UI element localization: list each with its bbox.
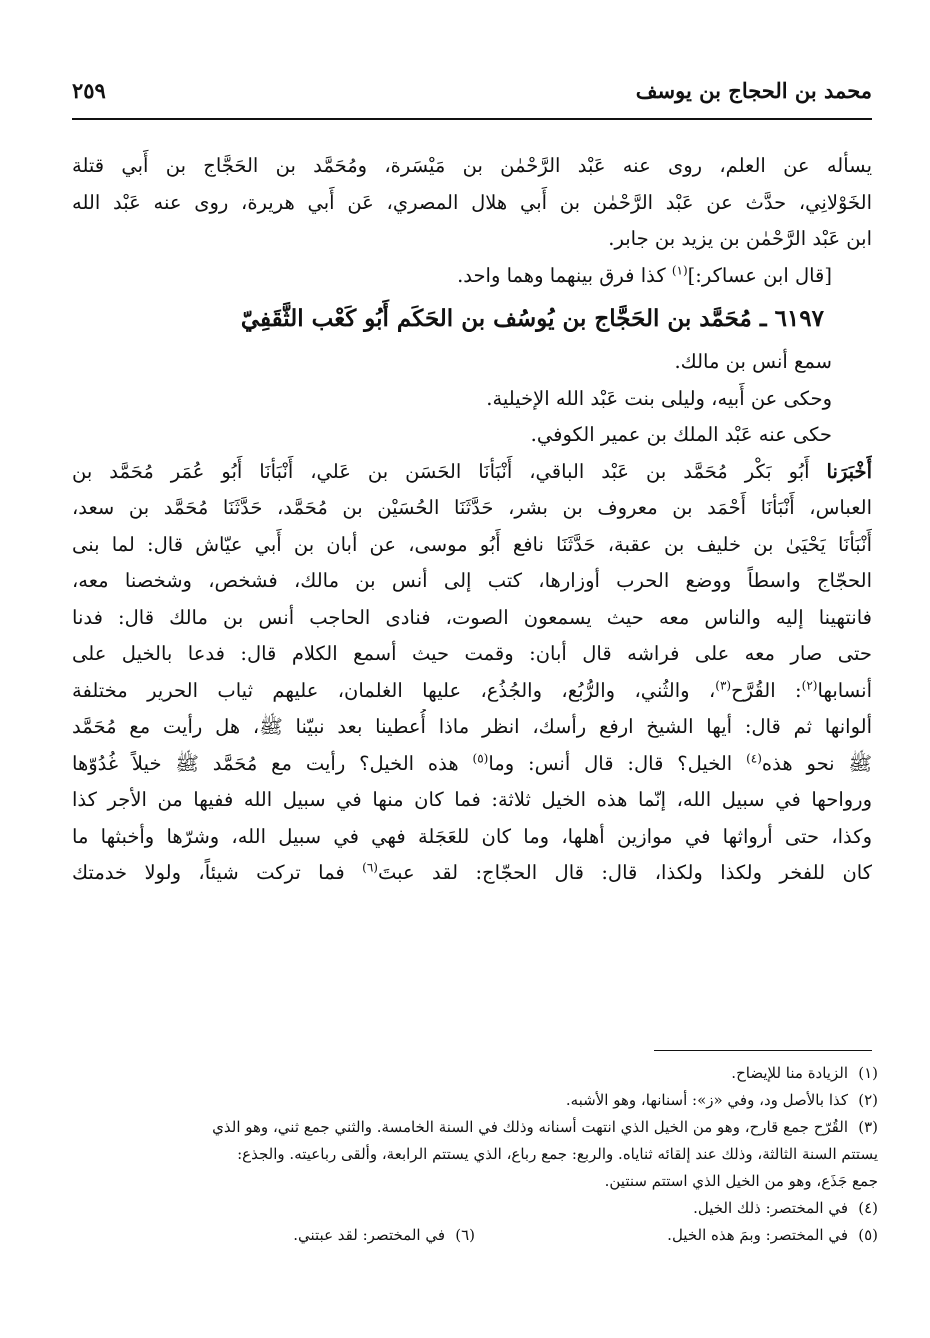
entry-name: مُحَمَّد بن الحَجَّاج بن يُوسُف بن الحَكَم أَبُو كَعْب الثَّقَفِيّ [240, 305, 752, 332]
text-segment: ، والثُني، والرُّبُع، والجُذُع، عليها الغلمان، عليهم ثياب الحرير مختلفة [72, 678, 716, 702]
page-header [72, 70, 872, 114]
footnote [72, 1060, 878, 1087]
footnote [72, 1114, 878, 1141]
footnotes [72, 1060, 878, 1249]
footnote [72, 1222, 475, 1249]
footnote [72, 1087, 878, 1114]
footnote [475, 1222, 878, 1249]
text-line: فانتهينا إليه والناس معه حيث يسمعون الصوت، فنادى الحاجب أنس بن مالك قال: فدنا [72, 605, 872, 629]
footnote-text: القُرّح جمع قارح، وهو من الخيل الذي انتهت أسنانه وذلك في السنة الخامسة. والثني جمع ثني، وهو الذي [212, 1118, 848, 1136]
text-segment: ﷺ نحو هذه [761, 751, 872, 775]
footnote-row [72, 1222, 878, 1249]
footnote-text: كذا بالأصل ود، وفي «ز»: أسنانها، وهو الأشبه. [565, 1091, 848, 1109]
text-line [72, 673, 872, 710]
text-segment: فما تركت شيئاً، ولولا خدمتك [72, 861, 363, 884]
editor-note: [قال ابن عساكر:] [687, 263, 832, 287]
text-line [72, 855, 872, 892]
running-title: محمد بن الحجاج بن يوسف [635, 78, 872, 103]
entry-heading: ٦١٩٧ ـ مُحَمَّد بن الحَجَّاج بن يُوسُف بن الحَكَم أَبُو كَعْب الثَّقَفِيّ [240, 305, 824, 332]
footnote-continuation: جمع جَذَع، وهو من الخيل الذي استتم سنتين. [604, 1172, 878, 1190]
footnote-text: في المختصر: وبمَ هذه الخيل. [667, 1226, 848, 1244]
footnote-ref: (٢) [801, 678, 818, 692]
text-line: سمع أنس بن مالك. [674, 350, 832, 373]
footnote [72, 1195, 878, 1222]
text-line: حتى صار معه على فراشه قال أبان: وقمت حيث أسمع الكلام قال: فدعا بالخيل على [72, 642, 872, 665]
isnad-text: أَبُو بَكْر مُحَمَّد بن عَبْد الباقي، أَنْبَأنَا الحَسَن بن عَلي، أَنْبَأنَا أَبُو عُمَر مُحَمَّد بن [72, 459, 827, 483]
footnote-ref: (١) [671, 263, 688, 277]
footnote-continuation: يستتم السنة الثالثة، وذلك عند إلقائه ثناياه. والربع: جمع رباع، الذي يستتم الرابعة، وألقى رباعيته. والجذع: [237, 1145, 878, 1163]
note-text: كذا فرق بينهما وهما واحد. [457, 263, 672, 287]
text-line: حكى عنه عَبْد الملك بن عمير الكوفي. [530, 423, 832, 446]
text-line: العباس، أَنْبَأنَا أَحْمَد بن معروف بن بشر، حَدَّثَنَا الحُسَيْن بن مُحَمَّد، حَدَّثَنَا مُحَمَّد بن سعد، [72, 496, 872, 519]
text-segment: أنسابها [817, 678, 872, 702]
text-line: أَنْبَأنَا يَحْيَىٰ بن خليف بن عقبة، حَدَّثَنَا نافع أَبُو موسى، عن أبان بن أَبي عيّاش قال: لما بنى [72, 532, 872, 556]
entry-number: ٦١٩٧ [774, 305, 824, 332]
header-rule [72, 118, 872, 120]
footnote-number: (٤) [858, 1199, 878, 1217]
editor-note-line [72, 258, 872, 295]
text-line: الحجّاج واسطاً ووضع الحرب أوزارها، كتب إلى أنس بن مالك، فشخص، وشخصنا معه، [72, 569, 872, 592]
isnad-keyword: أَخْبَرَنا [826, 459, 872, 483]
text-line [72, 746, 872, 783]
text-line: وحكى عن أَبيه، وليلى بنت عَبْد الله الإخيلية. [486, 386, 832, 410]
text-line: وكذا، حتى أرواثها في موازين أهلها، وما كان للعَجَلة فهي في سبيل الله، وشرّها وأخبثها ما [72, 824, 872, 848]
footnote-number: (٣) [858, 1118, 878, 1136]
footnote-number: (٢) [858, 1091, 878, 1109]
isnad-line [72, 454, 872, 491]
text-line: ألوانها ثم قال: أيها الشيخ ارفع رأسك، انظر ماذا أُعطينا بعد نبيّنا ﷺ، هل رأيت مع مُحَمَّد [72, 715, 872, 738]
text-segment: : القُرَّح [731, 678, 802, 702]
footnote-number: (٥) [858, 1226, 878, 1244]
footnote-text: الزيادة منا للإيضاح. [731, 1064, 848, 1082]
footnote-text: في المختصر: ذلك الخيل. [693, 1199, 848, 1217]
footnote-text: في المختصر: لقد عبتني. [293, 1226, 445, 1244]
footnote-number: (٦) [455, 1226, 475, 1244]
footnote-ref: (٤) [746, 751, 762, 765]
footnote-rule [654, 1050, 872, 1051]
text-segment: كان للفخر ولكذا ولكذا، قال: قال الحجّاج: لقد عبتَ [377, 861, 872, 884]
footnote-number: (١) [858, 1064, 878, 1082]
text-line: الخَوْلانِي، حدَّث عن عَبْد الرَّحْمٰن بن أَبي هلال المصري، عَن أَبي هريرة، روى عنه عَبْد الله [72, 190, 872, 214]
page-number: ٢٥٩ [72, 78, 106, 103]
text-segment: هذه الخيل؟ رأيت مع مُحَمَّد ﷺ خيلاً غُدُوّها [72, 751, 473, 775]
main-text [72, 148, 872, 892]
text-line: ورواحها في سبيل الله، إنّما هذه الخيل ثلاثة: فما كان منها في سبيل الله ففيها من الأجر كذا [72, 788, 872, 811]
text-segment: الخيل؟ قال: قال أنس: وما [488, 751, 747, 775]
footnote-ref: (٦) [362, 860, 378, 875]
footnote-ref: (٥) [472, 751, 489, 765]
text-line: يسأله عن العلم، روى عنه عَبْد الرَّحْمٰن بن مَيْسَرة، ومُحَمَّد بن الحَجَّاج بن أَبي قتلة [72, 154, 872, 177]
footnote-ref: (٣) [715, 678, 732, 692]
text-line: ابن عَبْد الرَّحْمٰن بن يزيد بن جابر. [608, 227, 872, 250]
